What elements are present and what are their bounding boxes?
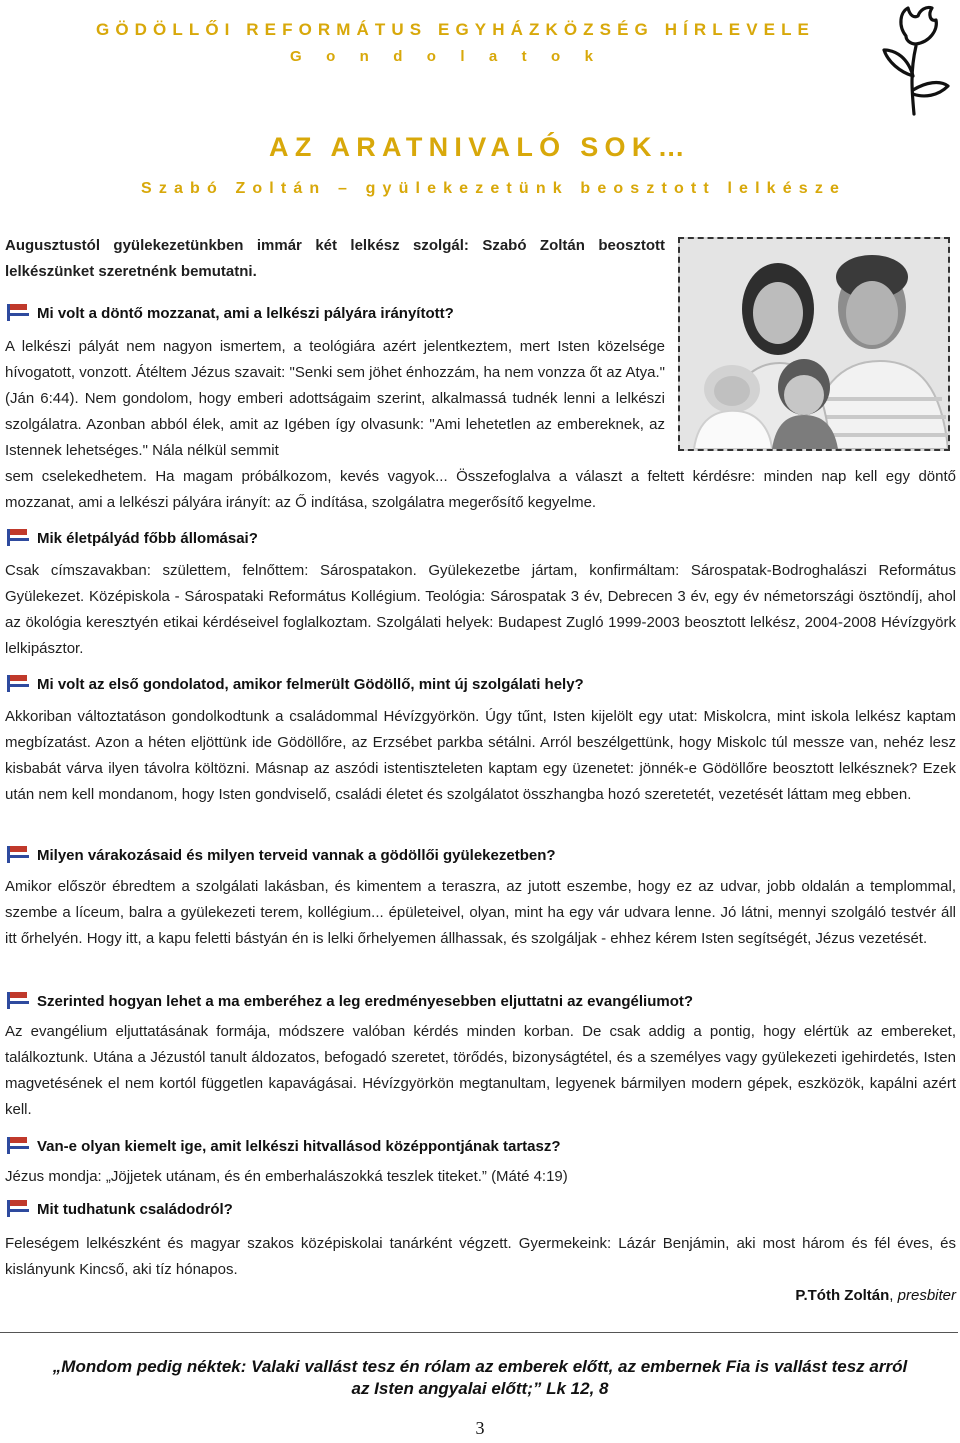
question-text: Szerinted hogyan lehet a ma emberéhez a leg eredményesebben eljuttatni az evangéliumot?: [37, 993, 694, 1010]
question-7: [5, 1197, 905, 1223]
answer-1-part-1: A lelkészi pályát nem nagyon ismertem, a teológiára azért jelentkeztem, mert Isten közelsége hívogatott, vonzott. Átéltem Jézus szavait: "Senki sem jöhet énhozzám, ha nem vonzza őt az Atya." (Ján 6:44). Nem gondolom, hogy emberi adottságaim szerint, alkalmassá tudnék lenni a lelkészi szolgálatra. Azonban abból élek, amit az Igében így olvasunk: "Ami lehetetlen az embereknek, az Istennek lehetséges." Nála nélkül semmit: [5, 338, 665, 459]
question-3: [5, 672, 905, 698]
article-intro: Augusztustól gyülekezetünkben immár két lelkész szolgál: Szabó Zoltán beosztott lelkészünket szeretnénk bemutatni.: [5, 237, 665, 280]
footer-quote-line-1: „Mondom pedig néktek: Valaki vallást tesz én rólam az emberek előtt, az embernek Fia is vallást tesz arról: [52, 1357, 908, 1376]
question-text: Mi volt a döntő mozzanat, ami a lelkészi pályára irányított?: [37, 305, 454, 322]
footer-divider: [0, 1332, 958, 1333]
signature-name: P.Tóth Zoltán: [795, 1287, 890, 1304]
question-2: [5, 526, 905, 552]
answer-4: Amikor először ébredtem a szolgálati lakásban, és kimentem a teraszra, az jutott eszembe, hogy ez az udvar, jobb oldalán a templommal, szembe a líceum, balra a gyülekezeti terem, kollégium... épületeivel, olyan, mint ha egy vár udvara lenne. Jó látni, mennyi szolgáló testvér áll itt őrhelyén. Hogy itt, a kapu feletti bástyán én is lelki őrhelyemen állhassak, és szolgáljak - ehhez kérem Isten segítségét, Jézus vezetését.: [5, 878, 956, 947]
bullet-flag-icon: [5, 302, 31, 322]
article-title: AZ ARATNIVALÓ SOK…: [269, 132, 691, 162]
article-subtitle: Szabó Zoltán – gyülekezetünk beosztott lelkésze: [141, 180, 847, 197]
signature-role: presbiter: [897, 1287, 956, 1304]
family-photo: [678, 237, 950, 451]
footer-quote-line-2: az Isten angyalai előtt;” Lk 12, 8: [351, 1379, 609, 1398]
answer-2: Csak címszavakban: születtem, felnőttem: Sárospatakon. Gyülekezetbe jártam, konfirmáltam: Sárospatak-Bodroghalászi Református Gyülekezet. Középiskola - Sárospataki Református Kollégium. Teológia: Sárospatak 3 év, Debrecen 3 év, egy év németországi ösztöndíj, ahol az ökológia keresztyén etikai kérdéseivel foglalkoztam. Szolgálati helyek: Budapest Zugló 1999-2003 beosztott lelkész, 2004-2008 Hévízgyörk lelkipásztor.: [5, 562, 956, 657]
bullet-flag-icon: [5, 1135, 31, 1155]
newsletter-section-label: Gondolatok: [290, 48, 618, 65]
question-4: [5, 843, 905, 869]
question-text: Mik életpályád főbb állomásai?: [37, 530, 258, 547]
footer-quote: [0, 1356, 960, 1400]
question-text: Mit tudhatunk családodról?: [37, 1201, 233, 1218]
bullet-flag-icon: [5, 673, 31, 693]
page-number: 3: [475, 1418, 485, 1438]
article-signature: P.Tóth Zoltán, presbiter: [795, 1287, 956, 1304]
tulip-logo-icon: [876, 2, 952, 120]
question-text: Van-e olyan kiemelt ige, amit lelkészi hitvallásod középpontjának tartasz?: [37, 1138, 561, 1155]
answer-7: Feleségem lelkészként és magyar szakos középiskolai tanárként végzett. Gyermekeink: Lázár Benjámin, aki most három és fél éves, és kislányunk Kincső, aki tíz hónapos.: [5, 1235, 956, 1278]
answer-6: Jézus mondja: „Jöjjetek utánam, és én emberhalászokká teszlek titeket.” (Máté 4:19): [5, 1168, 568, 1185]
bullet-flag-icon: [5, 527, 31, 547]
question-text: Milyen várakozásaid és milyen terveid vannak a gödöllői gyülekezetben?: [37, 847, 556, 864]
question-1: [5, 301, 905, 327]
newsletter-title: GÖDÖLLŐI REFORMÁTUS EGYHÁZKÖZSÉG HÍRLEVELE: [96, 20, 815, 39]
bullet-flag-icon: [5, 1198, 31, 1218]
answer-3: Akkoriban változtatáson gondolkodtunk a családommal Hévízgyörkön. Úgy tűnt, Isten kijelölt egy utat: Miskolcra, mint iskola lelkész kaptam megbízatást. Azon a héten eljöttünk ide Gödöllőre, az Erzsébet parkba sétálni. Arról beszélgettünk, hogy Miskolc túl messze van, nehéz lesz kisbabát várva ilyen távolra költözni. Másnap az aszódi istentiszteleten kaptam egy üzenetet: jönnék-e Gödöllőre beosztott lelkésznek? Ezek után nem kell mondanom, hogy Isten gondviselő, családi életet és szolgálatot összhangba hozó szeretetét, vezetését láttam meg ebben.: [5, 708, 956, 803]
question-5: [5, 989, 905, 1015]
bullet-flag-icon: [5, 990, 31, 1010]
answer-1-part-2: sem cselekedhetem. Ha magam próbálkozom, kevés vagyok... Összefoglalva a választ a feltett kérdésre: minden nap kell egy döntő mozzanat, ami a lelkészi pályára irányít: az Ő indítása, szolgálatra megerősítő kegyelme.: [5, 468, 956, 511]
answer-5: Az evangélium eljuttatásának formája, módszere valóban kérdés minden korban. De csak addig a pontig, hogy elértük az embereket, találkoztunk. Utána a Jézustól tanult áldozatos, befogadó szeretet, törődés, bizonyságtétel, és a személyes vagy gyülekezeti igehirdetés, Isten magvetésének el nem kortól független kapavágásai. Hévízgyörkön megtanultam, legyenek bármilyen modern gépek, eszközök, kapálni azért kell.: [5, 1023, 956, 1118]
family-photo-image: [680, 239, 948, 449]
bullet-flag-icon: [5, 844, 31, 864]
question-text: Mi volt az első gondolatod, amikor felmerült Gödöllő, mint új szolgálati hely?: [37, 676, 584, 693]
question-6: [5, 1134, 905, 1160]
